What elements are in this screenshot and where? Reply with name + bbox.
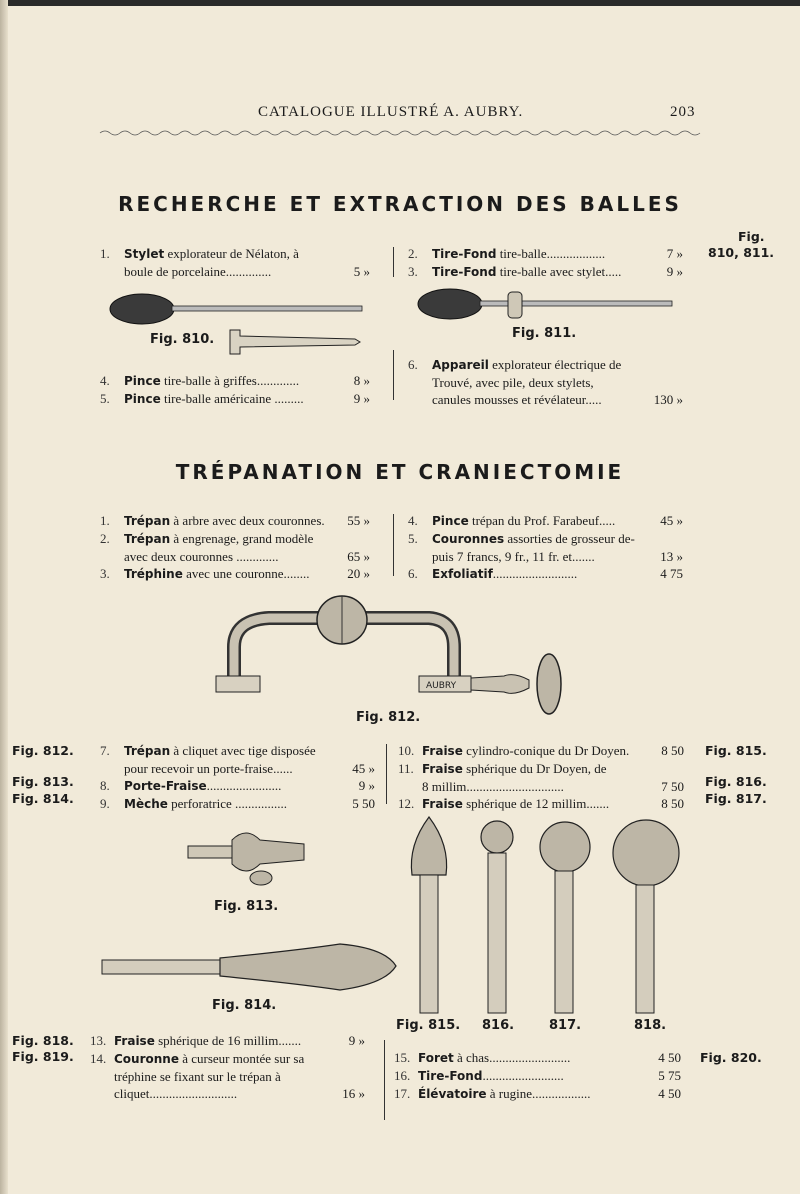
section-title-balles: RECHERCHE ET EXTRACTION DES BALLES: [118, 192, 682, 216]
list-item: 4. Pince trépan du Prof. Farabeuf..... 45 »: [408, 513, 683, 528]
section3-left-column: 7. Trépan à cliquet avec tige disposée pour recevoir un porte-fraise...... 45 » 8. Porte-Fraise....................... 9 » 9. Mèche perforatrice ................ 5 50: [100, 743, 375, 811]
side-fig-label: 810, 811.: [708, 245, 775, 260]
section1-left-column-bottom: [100, 372, 370, 408]
side-fig-label: Fig. 819.: [12, 1049, 74, 1064]
side-fig-label: Fig. 818.: [12, 1033, 74, 1048]
brace-drill-engraving: [214, 592, 569, 722]
section1-left-column: [100, 245, 370, 280]
side-fig-label: Fig. 812.: [12, 743, 74, 758]
list-item: 6. Appareil explorateur électrique de: [408, 357, 622, 372]
burrs-engraving: [404, 815, 684, 1015]
list-item: 2. Trépan à engrenage, grand modèle: [100, 531, 314, 546]
list-item: 2. Tire-Fond tire-balle.................. 7 »: [408, 246, 683, 261]
section2-left-column: 1. Trépan à arbre avec deux couronnes. 55 » 2. Trépan à engrenage, grand modèle avec deux couronnes ............. 65 » 3. Tréphine avec une couronne........ 20 »: [100, 513, 370, 581]
side-fig-label: Fig. 815.: [705, 743, 767, 758]
list-item: 7. Trépan à cliquet avec tige disposée: [100, 743, 316, 758]
list-item: 14. Couronne à curseur montée sur sa: [90, 1051, 305, 1066]
list-item: 4. Pince tire-balle à griffes............. 8 »: [100, 373, 370, 388]
list-item: 3. Tréphine avec une couronne........ 20 »: [100, 566, 370, 581]
scan-top-border: [0, 0, 800, 6]
list-item: 16. Tire-Fond......................... 5 75: [394, 1068, 681, 1083]
stylet-engraving: [110, 292, 370, 357]
tire-fond-engraving: [418, 286, 678, 326]
list-item: 10. Fraise cylindro-conique du Dr Doyen. 8 50: [398, 743, 684, 758]
scan-left-edge: [0, 0, 8, 1194]
brace: [384, 1040, 391, 1120]
fig-818-caption: 818.: [634, 1018, 667, 1033]
fig-810-caption: Fig. 810.: [150, 332, 215, 347]
section1-right-column-top: [408, 245, 683, 281]
section1-right-column-bottom: 6. Appareil explorateur électrique de Trouvé, avec pile, deux stylets, canules mousses et révélateur..... 130 »: [408, 357, 683, 407]
list-item: 5. Couronnes assorties de grosseur de-: [408, 531, 635, 546]
side-fig-label: Fig. 817.: [705, 791, 767, 806]
list-item: 11. Fraise sphérique du Dr Doyen, de: [398, 761, 607, 776]
list-item-continuation: boule de porcelaine.............. 5 »: [124, 264, 370, 279]
list-item: 9. Mèche perforatrice ................ 5 50: [100, 796, 375, 811]
fig-815-caption: Fig. 815.: [396, 1018, 461, 1033]
list-item: 1. Trépan à arbre avec deux couronnes. 55 »: [100, 513, 370, 528]
side-fig-label: Fig. 813.: [12, 774, 74, 789]
fig-817-caption: 817.: [549, 1018, 582, 1033]
list-item: 12. Fraise sphérique de 12 millim....... 8 50: [398, 796, 684, 811]
section4-left-column: 13. Fraise sphérique de 16 millim....... 9 » 14. Couronne à curseur montée sur sa tréphine se fixant sur le trépan à cliquet........................... 16 »: [90, 1033, 365, 1101]
section3-right-column: 10. Fraise cylindro-conique du Dr Doyen. 8 50 11. Fraise sphérique du Dr Doyen, de 8 millim.............................. 7 50 12. Fraise sphérique de 12 millim....... 8 50: [398, 743, 684, 811]
brace: [393, 247, 400, 277]
list-item: 5. Pince tire-balle américaine ......... 9 »: [100, 391, 370, 406]
brace: [393, 350, 400, 400]
fig-816-caption: 816.: [482, 1018, 515, 1033]
side-fig-label: Fig.: [738, 229, 765, 244]
list-item: 8. Porte-Fraise....................... 9 »: [100, 778, 375, 793]
brace: [386, 744, 393, 804]
list-item: 6. Exfoliatif.......................... 4 75: [408, 566, 683, 581]
fig-813-caption: Fig. 813.: [214, 899, 279, 914]
side-fig-label: Fig. 814.: [12, 791, 74, 806]
section-title-trepanation: TRÉPANATION ET CRANIECTOMIE: [175, 460, 625, 484]
catalogue-title: CATALOGUE ILLUSTRÉ A. AUBRY.: [258, 104, 524, 120]
list-item: 15. Foret à chas......................... 4 50: [394, 1050, 681, 1065]
side-fig-label: Fig. 816.: [705, 774, 767, 789]
fig-812-caption: Fig. 812.: [356, 710, 421, 725]
svg-text:AUBRY: AUBRY: [426, 681, 457, 691]
meche-engraving: [100, 940, 398, 996]
brace: [393, 514, 400, 576]
list-item: 3. Tire-Fond tire-balle avec stylet..... 9 »: [408, 264, 683, 279]
list-item: 13. Fraise sphérique de 16 millim....... 9 »: [90, 1033, 365, 1048]
list-item: 17. Élévatoire à rugine.................. 4 50: [394, 1086, 681, 1101]
side-fig-label: Fig. 820.: [700, 1050, 762, 1065]
section2-right-column: 4. Pince trépan du Prof. Farabeuf..... 45 » 5. Couronnes assorties de grosseur de- puis 7 francs, 9 fr., 11 fr. et....... 13 » 6. Exfoliatif.......................... 4 75: [408, 513, 683, 581]
fig-811-caption: Fig. 811.: [512, 326, 577, 341]
porte-fraise-engraving: [186, 826, 311, 891]
wavy-rule: [100, 128, 700, 138]
section4-right-column: [394, 1049, 681, 1103]
page-number: 203: [670, 104, 696, 120]
running-header: [0, 104, 800, 128]
list-item: 1. Stylet explorateur de Nélaton, à: [100, 246, 299, 261]
fig-814-caption: Fig. 814.: [212, 998, 277, 1013]
